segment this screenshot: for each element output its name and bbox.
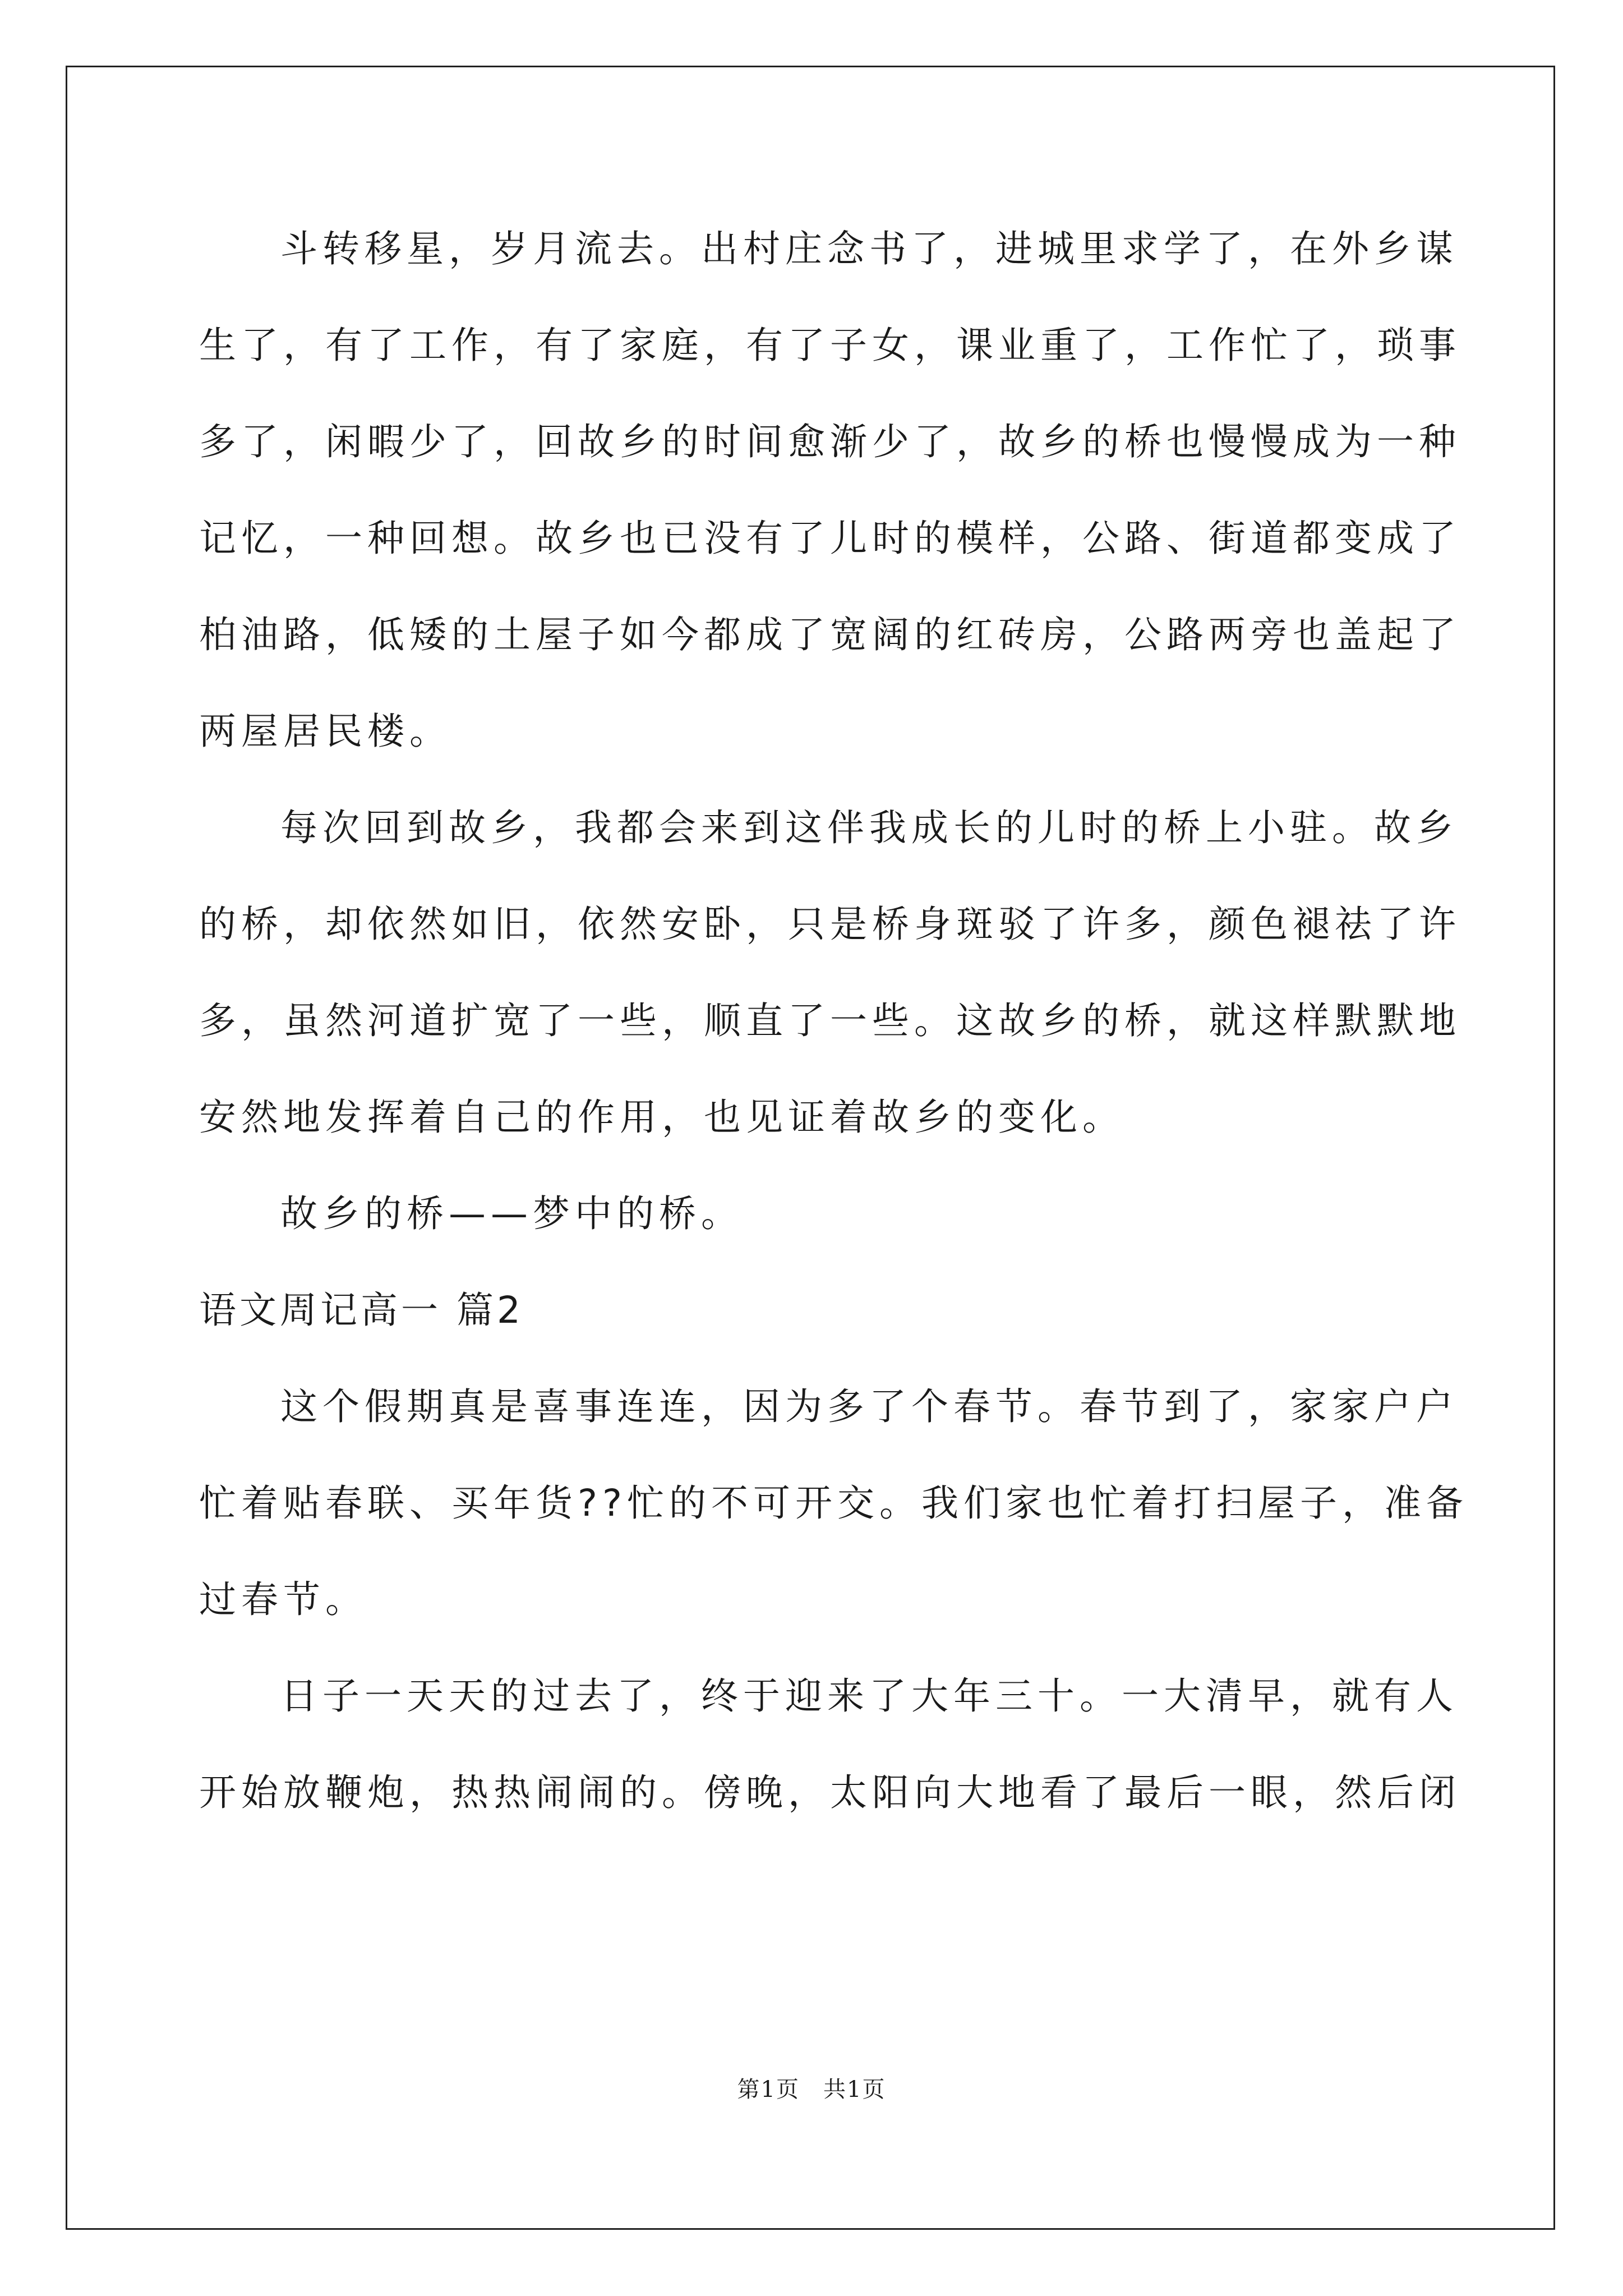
- paragraph-line: 每次回到故乡，我都会来到这伴我成长的儿时的桥上小驻。故乡: [280, 806, 1458, 849]
- paragraph-line: 柏油路，低矮的土屋子如今都成了宽阔的红砖房，公路两旁也盖起了: [199, 613, 1461, 656]
- paragraph-line: 的桥，却依然如旧，依然安卧，只是桥身斑驳了许多，颜色褪祛了许: [199, 903, 1461, 946]
- paragraph-line: 斗转移星，岁月流去。出村庄念书了，进城里求学了，在外乡谋: [280, 227, 1458, 270]
- paragraph-line: 多，虽然河道扩宽了一些，顺直了一些。这故乡的桥，就这样默默地: [199, 999, 1461, 1042]
- page-footer: 第1页 共1页: [737, 2077, 886, 2102]
- paragraph-line: 记忆，一种回想。故乡也已没有了儿时的模样，公路、街道都变成了: [199, 517, 1461, 560]
- paragraph-line: 忙着贴春联、买年货??忙的不可开交。我们家也忙着打扫屋子，准备: [199, 1481, 1469, 1525]
- paragraph-line: 开始放鞭炮，热热闹闹的。傍晚，太阳向大地看了最后一眼，然后闭: [199, 1771, 1461, 1814]
- paragraph-line: 过春节。: [199, 1578, 367, 1621]
- paragraph-line: 日子一天天的过去了，终于迎来了大年三十。一大清早，就有人: [280, 1674, 1458, 1718]
- section-heading: 语文周记高一 篇2: [199, 1289, 524, 1332]
- paragraph-line: 生了，有了工作，有了家庭，有了子女，课业重了，工作忙了，琐事: [199, 324, 1461, 367]
- page-border: [66, 66, 1555, 2230]
- paragraph-line: 安然地发挥着自己的作用，也见证着故乡的变化。: [199, 1096, 1124, 1139]
- paragraph-line: 这个假期真是喜事连连，因为多了个春节。春节到了，家家户户: [280, 1385, 1458, 1428]
- paragraph-line: 两屋居民楼。: [199, 710, 451, 753]
- paragraph-line: 故乡的桥——梦中的桥。: [280, 1192, 743, 1235]
- paragraph-line: 多了，闲暇少了，回故乡的时间愈渐少了，故乡的桥也慢慢成为一种: [199, 420, 1461, 463]
